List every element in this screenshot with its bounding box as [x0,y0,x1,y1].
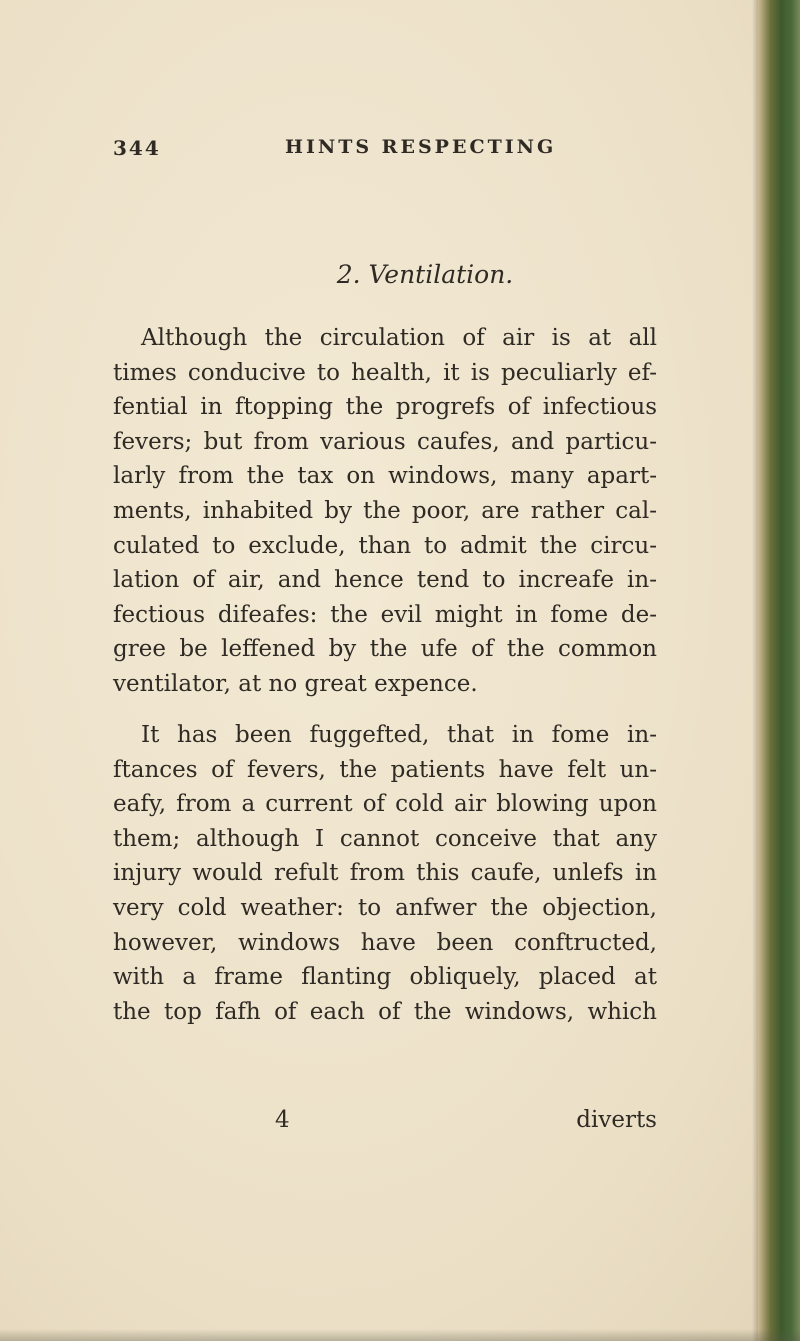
text-line: the top fafh of each of the windows, which [113,998,657,1025]
text-line: ments, inhabited by the poor, are rather cal- [113,497,657,524]
text-line: fential in ftopping the progrefs of infectious [113,394,657,421]
paragraph-1 [113,321,657,702]
section-heading-text: 2. Ventilation. [336,260,514,289]
text-line: larly from the tax on windows, many apart- [113,463,657,490]
signature-mark: 4 [275,1107,290,1133]
page-footer [113,1107,657,1139]
text-line: culated to exclude, than to admit the circu- [113,532,657,559]
book-binding-edge [758,0,800,1341]
text-line: times conducive to health, it is peculiarly ef- [113,359,657,386]
text-line: lation of air, and hence tend to increafe in- [113,567,657,594]
text-line: ftances of fevers, the patients have felt un- [113,756,657,783]
page-number: 344 [113,136,161,160]
running-head: HINTS RESPECTING [285,136,557,158]
text-line: Although the circulation of air is at all [141,325,657,351]
text-line: fectious difeafes: the evil might in fome de- [113,601,657,628]
text-line: injury would refult from this caufe, unlefs in [113,860,657,887]
paragraph-2 [113,718,657,1029]
section-heading [0,260,800,289]
page-bottom-edge [0,1329,800,1341]
text-line: very cold weather: to anfwer the objection, [113,894,657,921]
text-line: however, windows have been conftructed, [113,929,657,956]
catchword: diverts [576,1107,657,1133]
text-line: with a frame flanting obliquely, placed at [113,964,657,991]
text-line: eafy, from a current of cold air blowing upon [113,791,657,818]
text-line: gree be leffened by the ufe of the common [113,636,657,663]
text-line: fevers; but from various caufes, and particu- [113,428,657,455]
text-line: ventilator, at no great expence. [113,670,478,697]
page-header [113,136,643,170]
text-line: It has been fuggefted, that in fome in- [141,722,657,748]
text-line: them; although I cannot conceive that any [113,825,657,852]
